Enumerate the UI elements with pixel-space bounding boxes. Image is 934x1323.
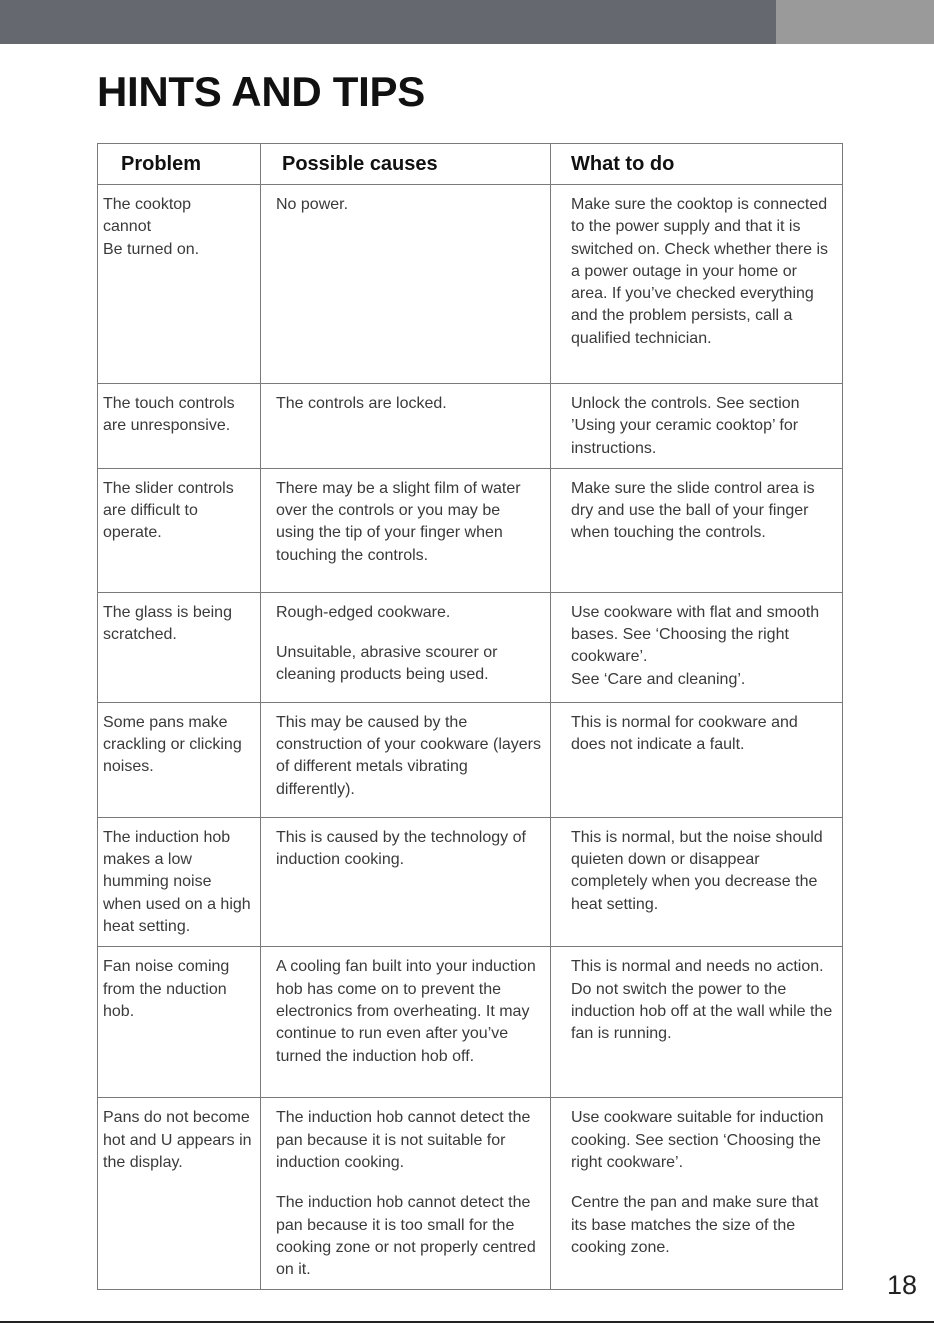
column-header-what-to-do: What to do xyxy=(551,144,843,185)
cause-text: Rough-edged cookware. xyxy=(276,603,451,621)
action-text: See ‘Care and cleaning’. xyxy=(571,670,746,688)
possible-causes-cell xyxy=(261,592,551,702)
page-title: HINTS AND TIPS xyxy=(97,68,425,115)
action-text: Make sure the slide control area is dry and use the ball of your finger when touching the controls. xyxy=(571,479,815,542)
cause-text: A cooling fan built into your induction hob has come on to prevent the electronics from overheating. It may continue to run even after you’ve turned the induction hob off. xyxy=(276,958,536,1065)
problem-cell xyxy=(98,817,261,946)
possible-causes-cell xyxy=(261,702,551,817)
problem-text: The glass is being scratched. xyxy=(103,603,232,644)
problem-cell xyxy=(98,185,261,384)
column-header-possible-causes: Possible causes xyxy=(261,144,551,185)
header-bar xyxy=(0,0,776,44)
problem-text: The touch controls are unresponsive. xyxy=(103,395,235,435)
problem-cell xyxy=(98,592,261,702)
cause-text: There may be a slight film of water over the controls or you may be using the tip of your finger when touching the controls. xyxy=(276,479,521,564)
table-row xyxy=(98,947,843,1098)
table-row xyxy=(98,702,843,817)
possible-causes-cell xyxy=(261,947,551,1098)
action-text: This is normal and needs no action. Do not switch the power to the induction hob off at the wall while the fan is running. xyxy=(571,958,833,1043)
what-to-do-cell xyxy=(551,702,843,817)
problem-text: The slider controls are difficult to operate. xyxy=(103,479,234,542)
table-row xyxy=(98,1098,843,1290)
cause-text: This is caused by the technology of induction cooking. xyxy=(276,828,526,869)
possible-causes-cell xyxy=(261,468,551,592)
what-to-do-cell xyxy=(551,592,843,702)
table-row xyxy=(98,185,843,384)
action-text: This is normal, but the noise should quieten down or disappear completely when you decrease the heat setting. xyxy=(571,828,823,913)
possible-causes-cell xyxy=(261,817,551,946)
header-accent-bar xyxy=(776,0,934,44)
table-row xyxy=(98,468,843,592)
column-header-problem: Problem xyxy=(98,144,261,185)
problem-text: Fan noise coming from the nduction hob. xyxy=(103,958,230,1020)
cause-text: No power. xyxy=(276,196,349,213)
action-text: Unlock the controls. See section ’Using your ceramic cooktop’ for instructions. xyxy=(571,395,800,457)
problem-text: Pans do not become hot and U appears in the display. xyxy=(103,1109,252,1171)
table-row xyxy=(98,384,843,469)
action-text: This is normal for cookware and does not indicate a fault. xyxy=(571,713,798,754)
what-to-do-cell xyxy=(551,384,843,469)
problem-text: Be turned on. xyxy=(103,240,200,258)
what-to-do-cell xyxy=(551,1098,843,1290)
action-text: Use cookware with flat and smooth bases. See ‘Choosing the right cookware’. xyxy=(571,603,820,666)
problem-cell xyxy=(98,947,261,1098)
problem-text: Some pans make crackling or clicking noises. xyxy=(103,713,242,776)
problem-text: The induction hob makes a low humming noise when used on a high heat setting. xyxy=(103,828,251,936)
what-to-do-cell xyxy=(551,185,843,384)
table-header-row xyxy=(98,144,843,185)
cause-text: Unsuitable, abrasive scourer or cleaning products being used. xyxy=(276,644,498,684)
cause-text: The induction hob cannot detect the pan because it is not suitable for induction cooking. xyxy=(276,1109,531,1171)
problem-text: The cooktop cannot xyxy=(103,196,192,236)
page-number: 18 xyxy=(887,1270,918,1300)
table-row xyxy=(98,817,843,946)
problem-cell xyxy=(98,702,261,817)
possible-causes-cell xyxy=(261,1098,551,1290)
cause-text: The induction hob cannot detect the pan because it is too small for the cooking zone or not properly centred on it. xyxy=(276,1194,536,1279)
possible-causes-cell xyxy=(261,185,551,384)
what-to-do-cell xyxy=(551,817,843,946)
possible-causes-cell xyxy=(261,384,551,469)
what-to-do-cell xyxy=(551,468,843,592)
problem-cell xyxy=(98,468,261,592)
problem-cell xyxy=(98,384,261,469)
action-text: Use cookware suitable for induction cooking. See section ‘Choosing the right cookware’. xyxy=(571,1109,824,1171)
troubleshooting-table xyxy=(97,143,843,1290)
action-text: Make sure the cooktop is connected to the power supply and that it is switched on. Check whether there is a power outage in your home or area. If you’ve checked everything and the problem persists, call a qualified technician. xyxy=(571,196,829,347)
action-text: Centre the pan and make sure that its base matches the size of the cooking zone. xyxy=(571,1194,819,1256)
cause-text: The controls are locked. xyxy=(276,395,447,412)
what-to-do-cell xyxy=(551,947,843,1098)
problem-cell xyxy=(98,1098,261,1290)
cause-text: This may be caused by the construction of your cookware (layers of different metals vibrating differently). xyxy=(276,713,541,798)
table-row xyxy=(98,592,843,702)
